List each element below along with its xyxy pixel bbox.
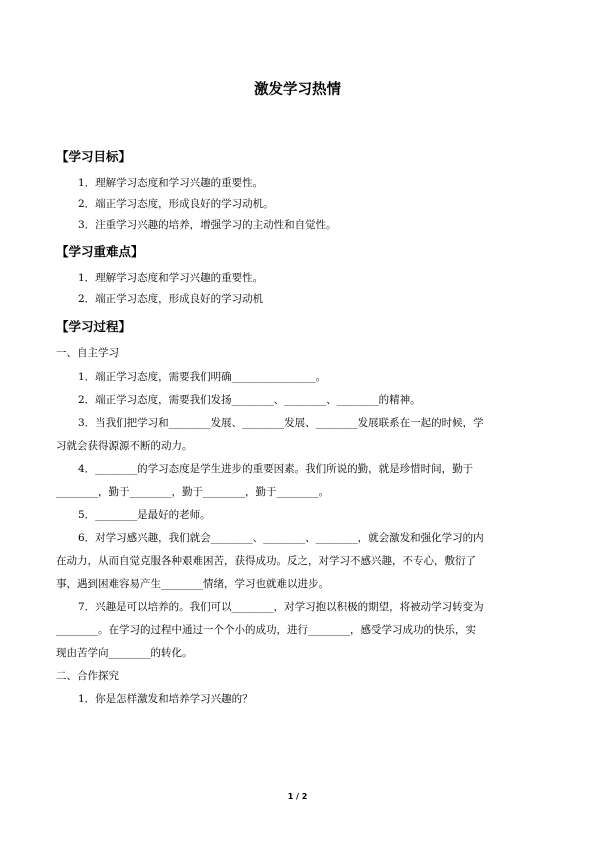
- process-line: 1．端正学习态度，需要我们明确________________。: [78, 371, 327, 383]
- process-line: 7．兴趣是可以培养的。我们可以________，对学习抱以积极的期望，将被动学习转变为: [78, 601, 484, 613]
- process-line: 3．当我们把学习和________发展、________发展、________发展联系在一起的时候，学: [78, 417, 484, 429]
- key-points-heading: 【学习重难点】: [56, 244, 144, 259]
- goal-item: 3．注重学习兴趣的培养，增强学习的主动性和自觉性。: [78, 219, 337, 231]
- goals-heading: 【学习目标】: [56, 149, 132, 164]
- process-line: ________。在学习的过程中通过一个个小的成功，进行________，感受学习成功的快乐，实: [56, 624, 476, 636]
- process-line: 6．对学习感兴趣，我们就会________、________、________，就会激发和强化学习的内: [78, 532, 484, 544]
- process-line: 习就会获得源源不断的动力。: [56, 440, 193, 452]
- page-number: 1 / 2: [287, 792, 308, 801]
- goal-item: 2．端正学习态度，形成良好的学习动机。: [78, 198, 274, 210]
- key-point-item: 1．理解学习态度和学习兴趣的重要性。: [78, 272, 264, 284]
- part2-item: 1．你是怎样激发和培养学习兴趣的？: [78, 693, 253, 705]
- process-line: 2．端正学习态度，需要我们发扬________、________、________的精神。: [78, 394, 421, 406]
- key-point-item: 2．端正学习态度，形成良好的学习动机: [78, 293, 264, 305]
- process-line: 5．________是最好的老师。: [78, 509, 211, 521]
- process-line: ________，勤于________，勤于________，勤于________。: [56, 486, 329, 498]
- document-title: 激发学习热情: [254, 82, 341, 98]
- goal-item: 1．理解学习态度和学习兴趣的重要性。: [78, 177, 264, 189]
- process-line: 在动力，从而自觉克服各种艰难困苦，获得成功。反之，对学习不感兴趣，不专心，敷衍了: [56, 555, 476, 567]
- process-line: 4．________的学习态度是学生进步的重要因素。我们所说的勤，就是珍惜时间，勤于: [78, 463, 474, 475]
- part1-title: 一、自主学习: [56, 347, 119, 359]
- part2-title: 二、合作探究: [56, 670, 119, 682]
- process-heading: 【学习过程】: [56, 319, 132, 334]
- process-line: 现由苦学向________的转化。: [56, 647, 193, 659]
- process-line: 事，遇到困难容易产生________情绪，学习也就难以进步。: [56, 578, 329, 590]
